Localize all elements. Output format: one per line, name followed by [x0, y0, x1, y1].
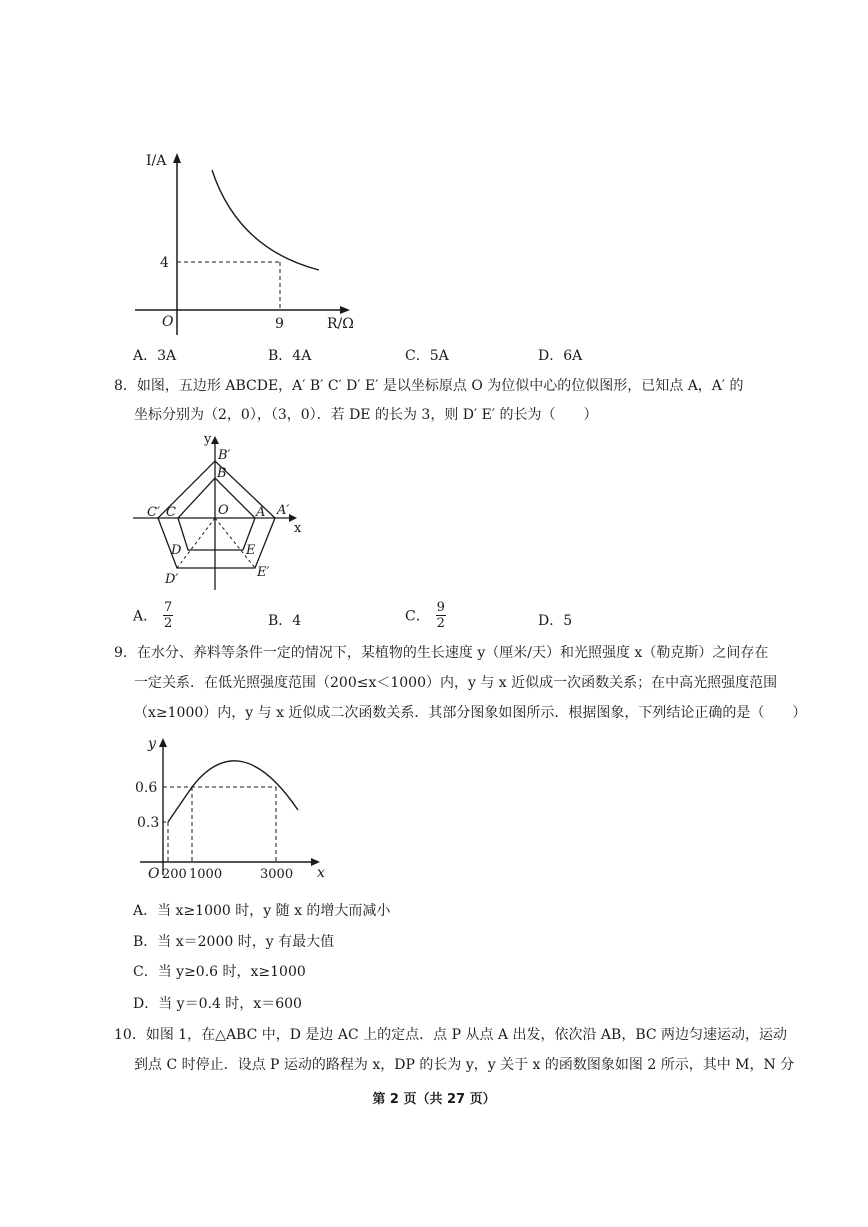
- q8-option-a-fraction: $\frac{7}{2}$: [163, 600, 173, 631]
- q10-text-line1: 10．如图 1，在△ABC 中，D 是边 AC 上的定点．点 P 从点 A 出发，依次沿 AB，BC 两边匀速运动，运动: [114, 1027, 788, 1043]
- q9-label-y03: 0.3: [137, 815, 160, 831]
- q9-label-o: O: [148, 866, 160, 882]
- q8-pentagon-figure: [125, 428, 315, 593]
- q9-graph: [130, 730, 335, 885]
- q7-option-c: C．5A: [405, 348, 449, 364]
- q9-option-b: B．当 x＝2000 时，y 有最大值: [133, 934, 335, 950]
- q8-label-e2: E′: [257, 565, 270, 580]
- q8-label-d2: D′: [165, 572, 179, 587]
- q9-y-arrow: [159, 738, 167, 747]
- q8-option-b: B．4: [268, 613, 302, 629]
- q9-label-y: y: [148, 736, 156, 752]
- q7-graph: [120, 145, 380, 340]
- q7-option-b: B．4A: [268, 348, 312, 364]
- q8-text-line1: 8．如图，五边形 ABCDE，A′ B′ C′ D′ E′ 是以坐标原点 O 为位似中心的位似图形，已知点 A，A′ 的: [114, 378, 744, 394]
- page-footer: 第 2 页（共 27 页）: [372, 1092, 496, 1107]
- q7-curve: [212, 170, 319, 270]
- q8-option-d: D．5: [538, 613, 573, 629]
- q9-text-line3: （x≥1000）内，y 与 x 近似成二次函数关系．其部分图象如图所示．根据图象，下列结论正确的是（ ）: [134, 705, 807, 721]
- q8-label-b: B: [217, 466, 227, 481]
- q9-linear-segment: [168, 787, 192, 822]
- q9-label-x200: 200: [162, 867, 187, 882]
- q9-option-d: D．当 y＝0.4 时，x＝600: [133, 996, 302, 1012]
- q9-label-x1000: 1000: [189, 867, 223, 882]
- q8-label-d: D: [171, 543, 182, 558]
- q9-option-a: A．当 x≥1000 时，y 随 x 的增大而减小: [133, 903, 391, 919]
- q8-y-arrow: [211, 436, 219, 444]
- q8-label-y: y: [204, 432, 212, 447]
- q9-text-line2: 一定关系．在低光照强度范围（200≤x＜1000）内，y 与 x 近似成一次函数关系；在中高光照强度范围: [134, 675, 778, 691]
- q7-y-arrow: [173, 153, 181, 163]
- q9-label-x3000: 3000: [260, 867, 294, 882]
- q9-option-c: C．当 y≥0.6 时，x≥1000: [133, 964, 306, 980]
- q8-label-e: E: [246, 543, 256, 558]
- q8-label-a2: A′: [277, 503, 290, 518]
- q10-text-line2: 到点 C 时停止．设点 P 运动的路程为 x，DP 的长为 y，y 关于 x 的函数图象如图 2 所示，其中 M，N 分: [134, 1057, 795, 1073]
- q8-label-o: O: [218, 503, 229, 518]
- q7-x-label: R/Ω: [327, 316, 354, 332]
- q8-label-c: C: [166, 505, 176, 520]
- q8-option-a: A． $\frac{7}{2}$: [133, 600, 173, 631]
- q7-option-a: A．3A: [133, 348, 177, 364]
- q8-label-b2: B′: [218, 448, 231, 463]
- q8-label-c2: C′: [147, 505, 160, 520]
- q8-ray-d: [177, 518, 215, 568]
- q9-label-x: x: [317, 865, 325, 881]
- q8-option-c: C． $\frac{9}{2}$: [405, 600, 445, 631]
- q8-label-x: x: [294, 521, 302, 536]
- q9-text-line1: 9．在水分、养料等条件一定的情况下，某植物的生长速度 y（厘米/天）和光照强度 x（勒克斯）之间存在: [114, 645, 769, 661]
- q7-y-tick: 4: [160, 255, 169, 271]
- q7-x-arrow: [340, 306, 350, 314]
- q9-label-y06: 0.6: [135, 780, 158, 796]
- q9-parabola: [192, 761, 298, 810]
- q7-x-tick: 9: [275, 316, 284, 332]
- q7-option-d: D．6A: [538, 348, 583, 364]
- q8-option-c-fraction: $\frac{9}{2}$: [436, 600, 445, 631]
- q8-text-line2: 坐标分别为（2，0），（3，0）．若 DE 的长为 3，则 D′ E′ 的长为（ ）: [134, 407, 598, 423]
- q7-origin: O: [162, 314, 174, 330]
- q8-label-a: A: [256, 505, 266, 520]
- q7-y-label: I/A: [146, 153, 167, 169]
